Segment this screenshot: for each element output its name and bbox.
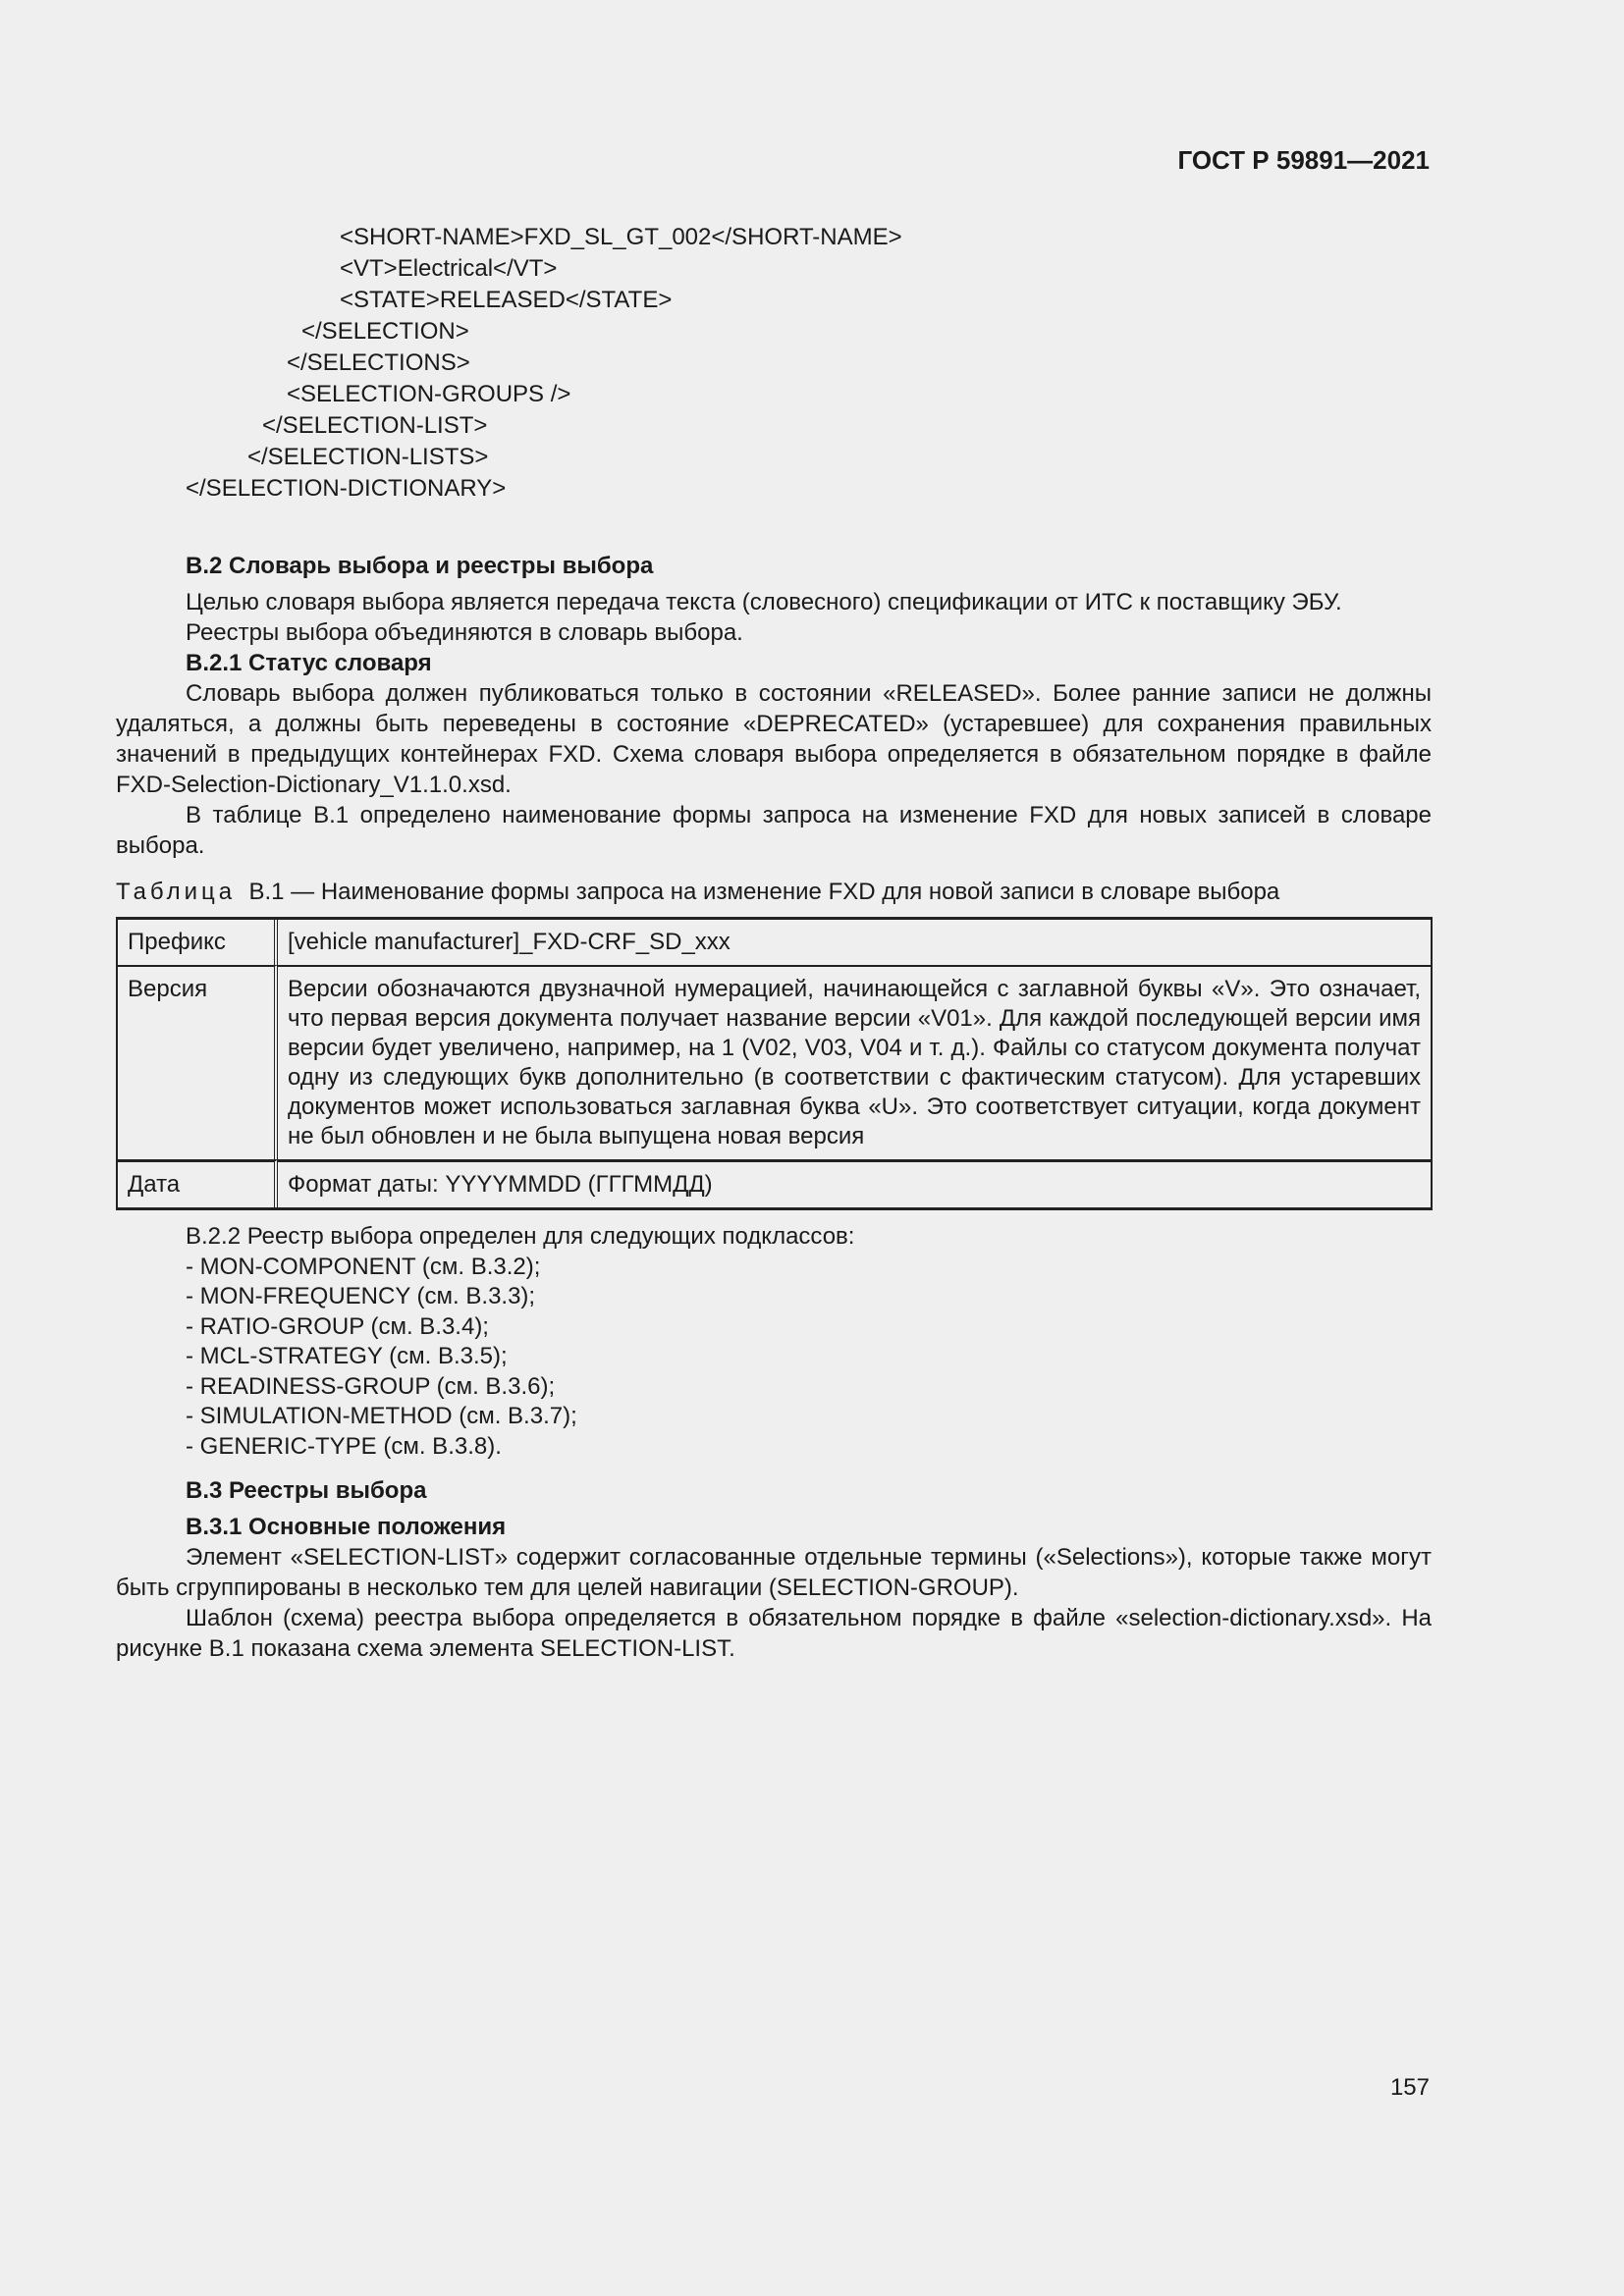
code-line: </SELECTION-LIST> (262, 412, 488, 439)
subsection-heading: В.2.1 Статус словаря (186, 650, 432, 676)
paragraph: Целью словаря выбора является передача текста (словесного) спецификации от ИТС к поставщику ЭБУ. (186, 589, 1342, 615)
code-line: </SELECTION> (301, 318, 469, 345)
code-line: </SELECTION-LISTS> (247, 444, 489, 470)
section-heading: В.3 Реестры выбора (186, 1477, 427, 1504)
section-heading: В.2 Словарь выбора и реестры выбора (186, 553, 654, 579)
naming-table (116, 917, 1433, 1210)
list-item: - GENERIC-TYPE (см. В.3.8). (186, 1432, 502, 1460)
subsection-heading: В.3.1 Основные положения (186, 1514, 507, 1540)
list-item: - RATIO-GROUP (см. В.3.4); (186, 1312, 489, 1340)
table-cell-label: Версия (118, 965, 278, 1159)
table-cell-value: Формат даты: YYYYMMDD (ГГГММДД) (278, 1159, 1431, 1207)
list-item: - MON-FREQUENCY (см. В.3.3); (186, 1283, 536, 1309)
document-code: ГОСТ Р 59891—2021 (1177, 145, 1430, 175)
main-content (116, 551, 1432, 1664)
code-line: </SELECTIONS> (287, 349, 470, 376)
table-caption-word: Таблица (116, 879, 237, 905)
table-cell-label: Префикс (118, 920, 278, 965)
list-item: - READINESS-GROUP (см. В.3.6); (186, 1372, 556, 1400)
table-row (118, 920, 1431, 965)
paragraph: Реестры выбора объединяются в словарь выбора. (186, 619, 743, 646)
table-cell-value: [vehicle manufacturer]_FXD-CRF_SD_xxx (288, 929, 731, 955)
table-caption-text: В.1 — Наименование формы запроса на изменение FXD для новой записи в словаре выбора (248, 879, 1280, 905)
code-line: <SHORT-NAME>FXD_SL_GT_002</SHORT-NAME> (340, 224, 902, 250)
code-line: </SELECTION-DICTIONARY> (186, 475, 507, 502)
paragraph: В таблице В.1 определено наименование формы запроса на изменение FXD для новых записей в словаре выбора. (116, 802, 1432, 859)
code-line: <VT>Electrical</VT> (340, 255, 558, 282)
paragraph: Элемент «SELECTION-LIST» содержит согласованные отдельные термины («Selections»), которые также могут быть сгруппированы в несколько тем для целей навигации (SELECTION-GROUP). (116, 1544, 1432, 1601)
table-caption (116, 877, 1432, 907)
table-row (118, 1159, 1431, 1207)
list-item: - MCL-STRATEGY (см. В.3.5); (186, 1343, 508, 1369)
paragraph: Шаблон (схема) реестра выбора определяется в обязательном порядке в файле «selection-dictionary.xsd». На рисунке В.1 показана схема элемента SELECTION-LIST. (116, 1605, 1432, 1662)
table-row (118, 965, 1431, 1159)
table-cell-label: Дата (118, 1159, 278, 1207)
page-number: 157 (1389, 2074, 1430, 2101)
paragraph: Словарь выбора должен публиковаться только в состоянии «RELEASED». Более ранние записи не должны удаляться, а должны быть переведены в состояние «DEPRECATED» (устаревшее) для сохранения правильных значений в предыдущих контейнерах FXD. Схема словаря выбора определяется в обязательном порядке в файле FXD-Selection-Dictionary_V1.1.0.xsd. (116, 680, 1432, 798)
subclass-list (116, 1222, 1432, 1462)
list-intro: В.2.2 Реестр выбора определен для следующих подклассов: (186, 1223, 855, 1250)
table-cell-value: Версии обозначаются двузначной нумерацией, начинающейся с заглавной буквы «V». Это означает, что первая версия документа получает название версии «V01». Для каждой последующей версии имя версии будет увеличено, например, на 1 (V02, V03, V04 и т. д.). Файлы со статусом документа получат одну из следующих букв дополнительно (в соответствии с фактическим статусом). Для устаревших документов может использоваться заглавная буква «U». Это соответствует ситуации, когда документ не был обновлен и не была выпущена новая версия (278, 965, 1431, 1159)
list-item: - MON-COMPONENT (см. В.3.2); (186, 1253, 541, 1280)
list-item: - SIMULATION-METHOD (см. В.3.7); (186, 1403, 577, 1429)
code-line: <STATE>RELEASED</STATE> (340, 287, 673, 313)
code-line: <SELECTION-GROUPS /> (287, 381, 571, 407)
